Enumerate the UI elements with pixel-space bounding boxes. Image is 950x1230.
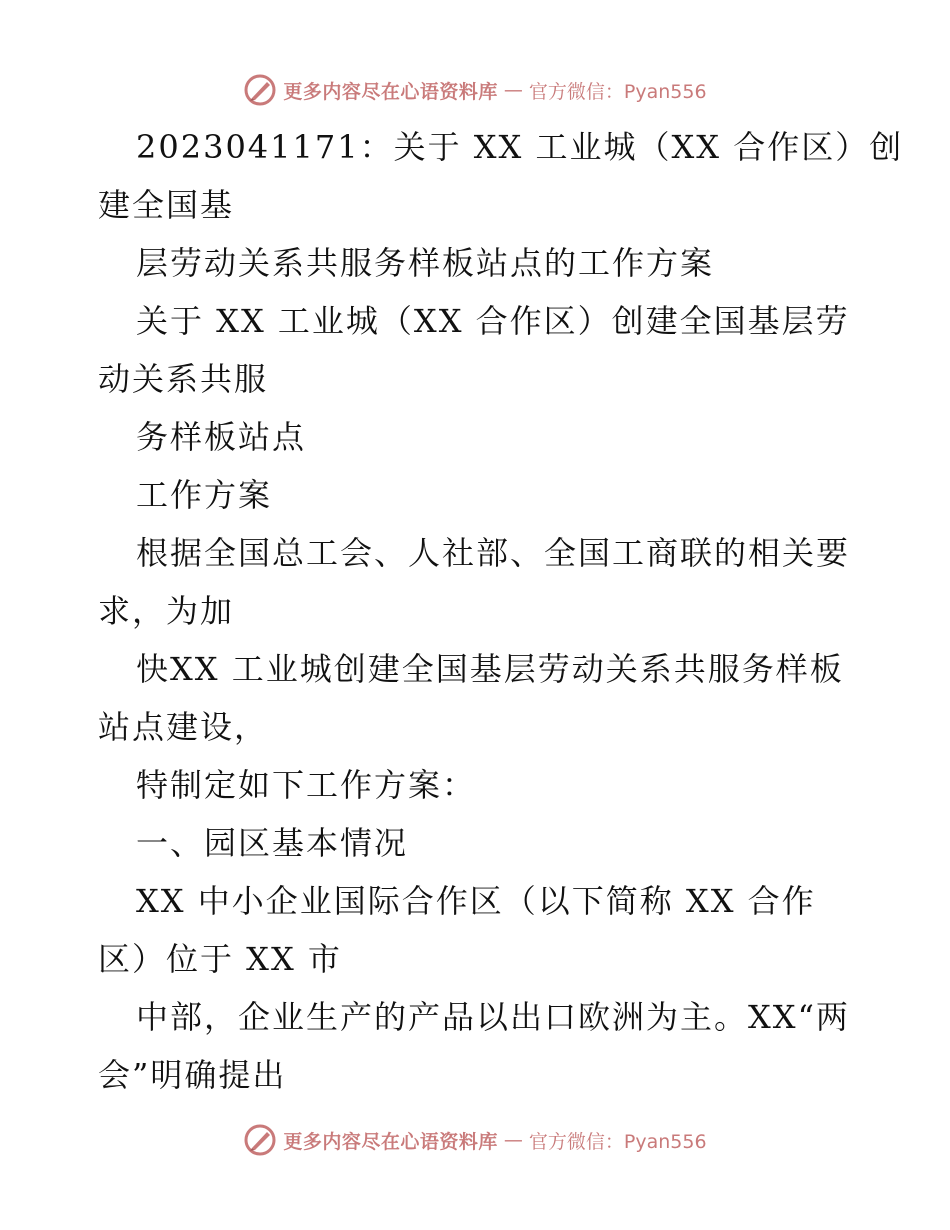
- document-line: 关于 XX 工业城（XX 合作区）创建全国基层劳: [136, 302, 850, 340]
- quill-circle-icon: [243, 1123, 277, 1157]
- watermark-main-text: 更多内容尽在心语资料库: [283, 80, 498, 103]
- watermark-wechat-text: 官方微信：Pyan556: [528, 80, 707, 103]
- document-line: 层劳动关系共服务样板站点的工作方案: [136, 244, 715, 282]
- document-line: XX 中小企业国际合作区（以下简称 XX 合作: [136, 882, 816, 920]
- watermark-dash: —: [503, 79, 523, 101]
- document-line: 站点建设，: [98, 708, 269, 746]
- quill-circle-icon: [243, 73, 277, 107]
- document-line: 求，为加: [98, 592, 235, 630]
- document-line: 动关系共服: [98, 360, 269, 398]
- document-body: [98, 118, 904, 1104]
- document-line: 中部，企业生产的产品以出口欧洲为主。XX“两: [136, 998, 850, 1036]
- document-line: 工作方案: [136, 476, 273, 514]
- watermark-wechat-text: 官方微信：Pyan556: [528, 1130, 707, 1153]
- document-line: 务样板站点: [136, 418, 307, 456]
- watermark-main-text: 更多内容尽在心语资料库: [283, 1130, 498, 1153]
- document-line: 2023041171：关于 XX 工业城（XX 合作区）创: [136, 128, 904, 166]
- document-line: 快XX 工业城创建全国基层劳动关系共服务样板: [136, 650, 844, 688]
- document-line: 区）位于 XX 市: [98, 940, 342, 978]
- footer-watermark: [0, 1120, 950, 1160]
- document-line: 会”明确提出: [98, 1056, 287, 1094]
- document-line: 根据全国总工会、人社部、全国工商联的相关要: [136, 534, 851, 572]
- watermark-dash: —: [503, 1129, 523, 1151]
- document-line: 特制定如下工作方案：: [136, 766, 477, 804]
- document-line: 建全国基: [98, 186, 235, 224]
- header-watermark: [0, 70, 950, 110]
- document-line: 一、园区基本情况: [136, 824, 409, 862]
